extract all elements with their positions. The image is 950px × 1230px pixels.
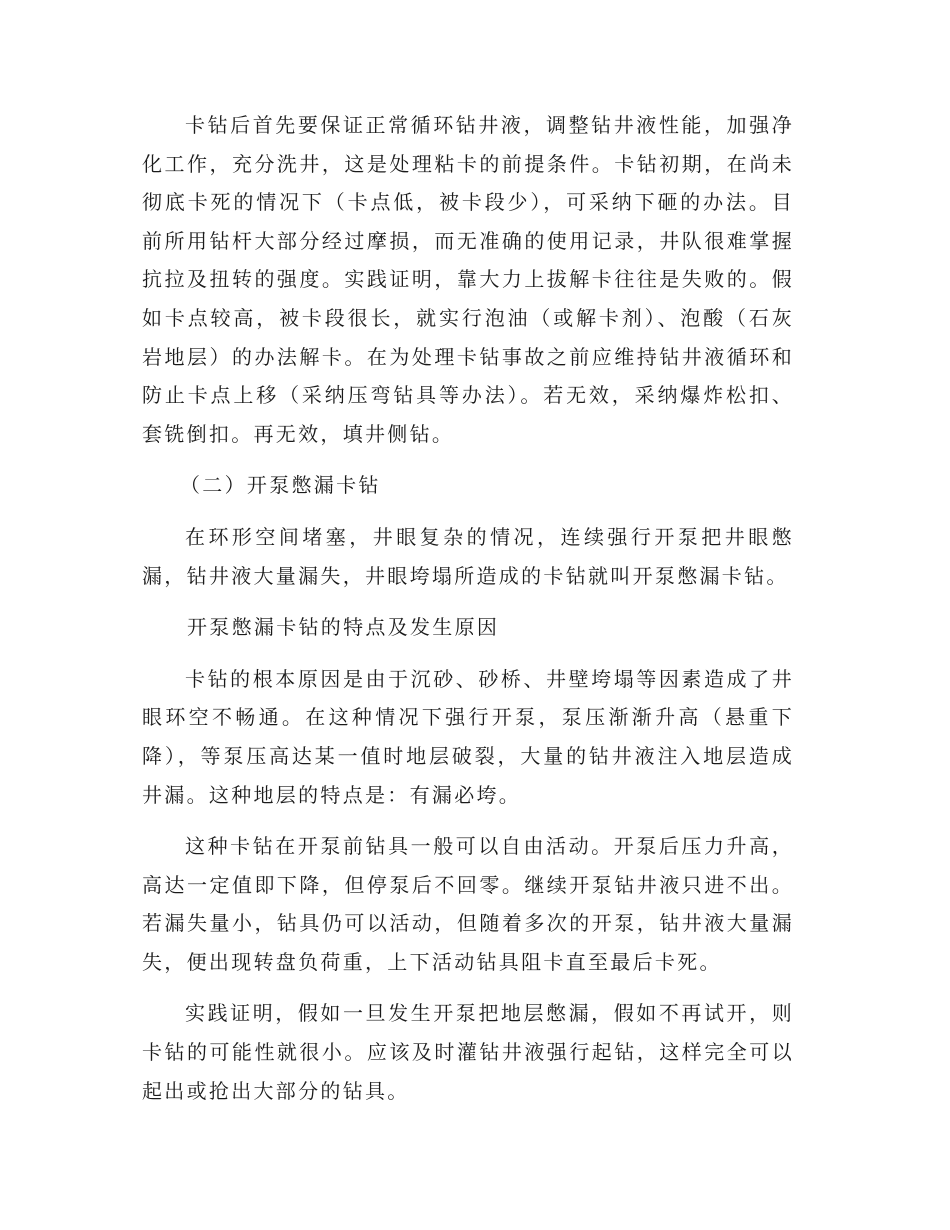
paragraph-root-cause: 卡钻的根本原因是由于沉砂、砂桥、井壁垮塌等因素造成了井眼环空不畅通。在这种情况下强行开泵，泵压渐渐升高（悬重下降），等泵压高达某一值时地层破裂，大量的钻井液注入地层造成井漏。这种地层的特点是：有漏必垮。: [142, 666, 794, 807]
paragraph-sticking-treatment: 卡钻后首先要保证正常循环钻井液，调整钻井液性能，加强净化工作，充分洗井，这是处理粘卡的前提条件。卡钻初期，在尚未彻底卡死的情况下（卡点低，被卡段少），可采纳下砸的办法。目前所用钻杆大部分经过摩损，而无准确的使用记录，井队很难掌握抗拉及扭转的强度。实践证明，靠大力上拔解卡往往是失败的。假如卡点较高，被卡段很长，就实行泡油（或解卡剂）、泡酸（石灰岩地层）的办法解卡。在为处理卡钻事故之前应维持钻井液循环和防止卡点上移（采纳压弯钻具等办法）。若无效，采纳爆炸松扣、套铣倒扣。再无效，填井侧钻。: [142, 113, 794, 446]
paragraph-pump-leak-definition: 在环形空间堵塞，井眼复杂的情况，连续强行开泵把井眼憋漏，钻井液大量漏失，井眼垮塌所造成的卡钻就叫开泵憋漏卡钻。: [142, 524, 794, 588]
subheading-characteristics-causes: 开泵憋漏卡钻的特点及发生原因: [187, 615, 500, 640]
paragraph-symptoms: 这种卡钻在开泵前钻具一般可以自由活动。开泵后压力升高，高达一定值即下降，但停泵后不回零。继续开泵钻井液只进不出。若漏失量小，钻具仍可以活动，但随着多次的开泵，钻井液大量漏失，便出现转盘负荷重，上下活动钻具阻卡直至最后卡死。: [142, 834, 794, 974]
section-heading-pump-leak-sticking: （二）开泵憋漏卡钻: [180, 473, 381, 498]
document-page: [142, 106, 794, 1110]
paragraph-practice-advice: 实践证明，假如一旦发生开泵把地层憋漏，假如不再试开，则卡钻的可能性就很小。应该及时灌钻井液强行起钻，这样完全可以起出或抢出大部分的钻具。: [142, 1001, 794, 1103]
